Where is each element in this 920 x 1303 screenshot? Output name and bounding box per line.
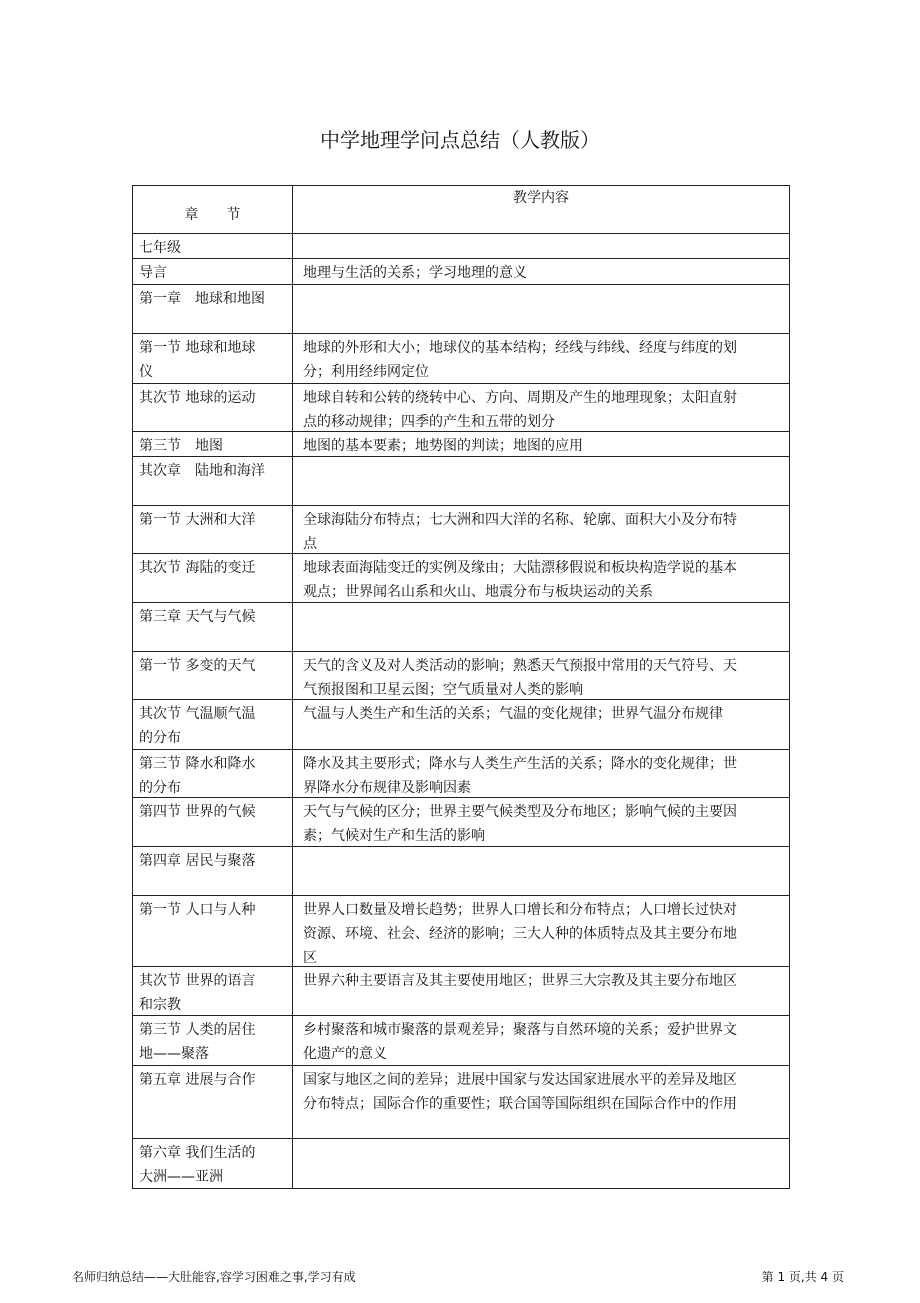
- content-cell: [293, 506, 789, 553]
- section-text: 第三章 天气与气候: [139, 609, 256, 625]
- table-row: [133, 432, 789, 457]
- table-row: [133, 554, 789, 603]
- table-row: [133, 1016, 789, 1066]
- section-text: 第一节 人口与人种: [139, 902, 256, 918]
- table-row: [133, 750, 789, 798]
- section-cell: [133, 1016, 293, 1065]
- table-row: [133, 967, 789, 1016]
- content-cell: [293, 285, 789, 333]
- content-text: 世界人口数量及增长趋势；世界人口增长和分布特点；人口增长过快对资源、环境、社会、经济的影响；三大人种的体质特点及其主要分布地区: [303, 902, 737, 966]
- table-row: [133, 506, 789, 554]
- header-section: [133, 186, 293, 233]
- content-cell: [293, 234, 789, 258]
- content-text: 降水及其主要形式；降水与人类生产生活的关系；降水的变化规律；世界降水分布规律及影响因素: [303, 756, 737, 796]
- section-text: 第一节 大洲和大洋: [139, 512, 256, 528]
- section-text: 其次节 地球的运动: [139, 390, 256, 406]
- page-number: 第 1 页,共 4 页: [761, 1270, 844, 1284]
- section-text: 第四节 世界的气候: [139, 804, 256, 820]
- section-cell: [133, 750, 293, 797]
- section-text: 其次节 气温顺气温的分布: [139, 706, 256, 746]
- content-cell: [293, 432, 789, 456]
- header-content-label: 教学内容: [513, 190, 569, 206]
- content-cell: [293, 334, 789, 383]
- header-section-label: 章 节: [184, 207, 241, 223]
- table-row: [133, 700, 789, 750]
- section-text: 第三节 人类的居住地——聚落: [139, 1022, 256, 1062]
- section-text: 第一节 多变的天气: [139, 658, 256, 674]
- section-cell: [133, 798, 293, 846]
- section-text: 第一节 地球和地球仪: [139, 340, 256, 380]
- content-cell: [293, 259, 789, 284]
- footer-slogan: 名师归纳总结——大肚能容,容学习困难之事,学习有成: [72, 1270, 356, 1284]
- table-row: [133, 652, 789, 700]
- content-cell: [293, 967, 789, 1015]
- section-cell: [133, 285, 293, 333]
- section-cell: [133, 652, 293, 699]
- section-cell: [133, 1139, 293, 1188]
- section-cell: [133, 334, 293, 383]
- content-text: 世界六种主要语言及其主要使用地区；世界三大宗教及其主要分布地区: [303, 973, 737, 989]
- table-row: [133, 847, 789, 896]
- table-row: [133, 603, 789, 652]
- section-cell: [133, 259, 293, 284]
- section-text: 第四章 居民与聚落: [139, 853, 256, 869]
- section-text: 第五章 进展与合作: [139, 1072, 256, 1088]
- section-cell: [133, 506, 293, 553]
- header-content: [293, 186, 789, 233]
- section-cell: [133, 847, 293, 895]
- table-row: [133, 334, 789, 384]
- section-text: 其次节 世界的语言和宗教: [139, 973, 256, 1013]
- table-row: [133, 896, 789, 967]
- section-text: 其次章 陆地和海洋: [139, 463, 265, 479]
- table-row: [133, 1066, 789, 1139]
- content-cell: [293, 554, 789, 602]
- content-text: 气温与人类生产和生活的关系；气温的变化规律；世界气温分布规律: [303, 706, 723, 722]
- section-text: 第六章 我们生活的大洲——亚洲: [139, 1145, 256, 1185]
- content-text: 地球的外形和大小；地球仪的基本结构；经线与纬线、经度与纬度的划分；利用经纬网定位: [303, 340, 737, 380]
- section-text: 七年级: [139, 240, 181, 256]
- section-text: 其次节 海陆的变迁: [139, 560, 256, 576]
- content-cell: [293, 798, 789, 846]
- section-cell: [133, 554, 293, 602]
- content-cell: [293, 603, 789, 651]
- section-cell: [133, 384, 293, 431]
- section-cell: [133, 1066, 293, 1138]
- table-row: [133, 259, 789, 285]
- table-row: [133, 384, 789, 432]
- section-cell: [133, 432, 293, 456]
- section-cell: [133, 457, 293, 505]
- table-row: [133, 457, 789, 506]
- content-cell: [293, 457, 789, 505]
- content-text: 地球自转和公转的绕转中心、方向、周期及产生的地理现象；太阳直射点的移动规律；四季的产生和五带的划分: [303, 390, 737, 430]
- content-cell: [293, 384, 789, 431]
- table-row: [133, 285, 789, 334]
- content-cell: [293, 1139, 789, 1188]
- document-title: 中学地理学问点总结（人教版）: [320, 128, 600, 152]
- content-cell: [293, 847, 789, 895]
- content-text: 乡村聚落和城市聚落的景观差异；聚落与自然环境的关系；爱护世界文化遗产的意义: [303, 1022, 737, 1062]
- content-text: 天气的含义及对人类活动的影响；熟悉天气预报中常用的天气符号、天气预报图和卫星云图；空气质量对人类的影响: [303, 658, 737, 698]
- content-cell: [293, 1066, 789, 1138]
- section-cell: [133, 700, 293, 749]
- section-cell: [133, 603, 293, 651]
- syllabus-table: [132, 185, 790, 1189]
- content-cell: [293, 700, 789, 749]
- table-row: [133, 1139, 789, 1189]
- section-cell: [133, 967, 293, 1015]
- content-cell: [293, 1016, 789, 1065]
- content-cell: [293, 896, 789, 966]
- section-text: 第三节 降水和降水的分布: [139, 756, 256, 796]
- section-cell: [133, 234, 293, 258]
- section-cell: [133, 896, 293, 966]
- table-header-row: [133, 186, 789, 234]
- content-cell: [293, 750, 789, 797]
- content-text: 地理与生活的关系；学习地理的意义: [303, 265, 527, 281]
- content-text: 国家与地区之间的差异；进展中国家与发达国家进展水平的差异及地区分布特点；国际合作的重要性；联合国等国际组织在国际合作中的作用: [303, 1072, 737, 1112]
- section-text: 第三节 地图: [139, 438, 223, 454]
- table-row: [133, 798, 789, 847]
- section-text: 第一章 地球和地图: [139, 291, 265, 307]
- section-text: 导言: [139, 265, 167, 281]
- content-text: 地球表面海陆变迁的实例及缘由；大陆漂移假说和板块构造学说的基本观点；世界闻名山系和火山、地震分布与板块运动的关系: [303, 560, 737, 600]
- content-text: 全球海陆分布特点；七大洲和四大洋的名称、轮廓、面积大小及分布特点: [303, 512, 737, 552]
- content-text: 地图的基本要素；地势图的判读；地图的应用: [303, 438, 583, 454]
- content-cell: [293, 652, 789, 699]
- table-row: [133, 234, 789, 259]
- content-text: 天气与气候的区分；世界主要气候类型及分布地区；影响气候的主要因素；气候对生产和生活的影响: [303, 804, 737, 844]
